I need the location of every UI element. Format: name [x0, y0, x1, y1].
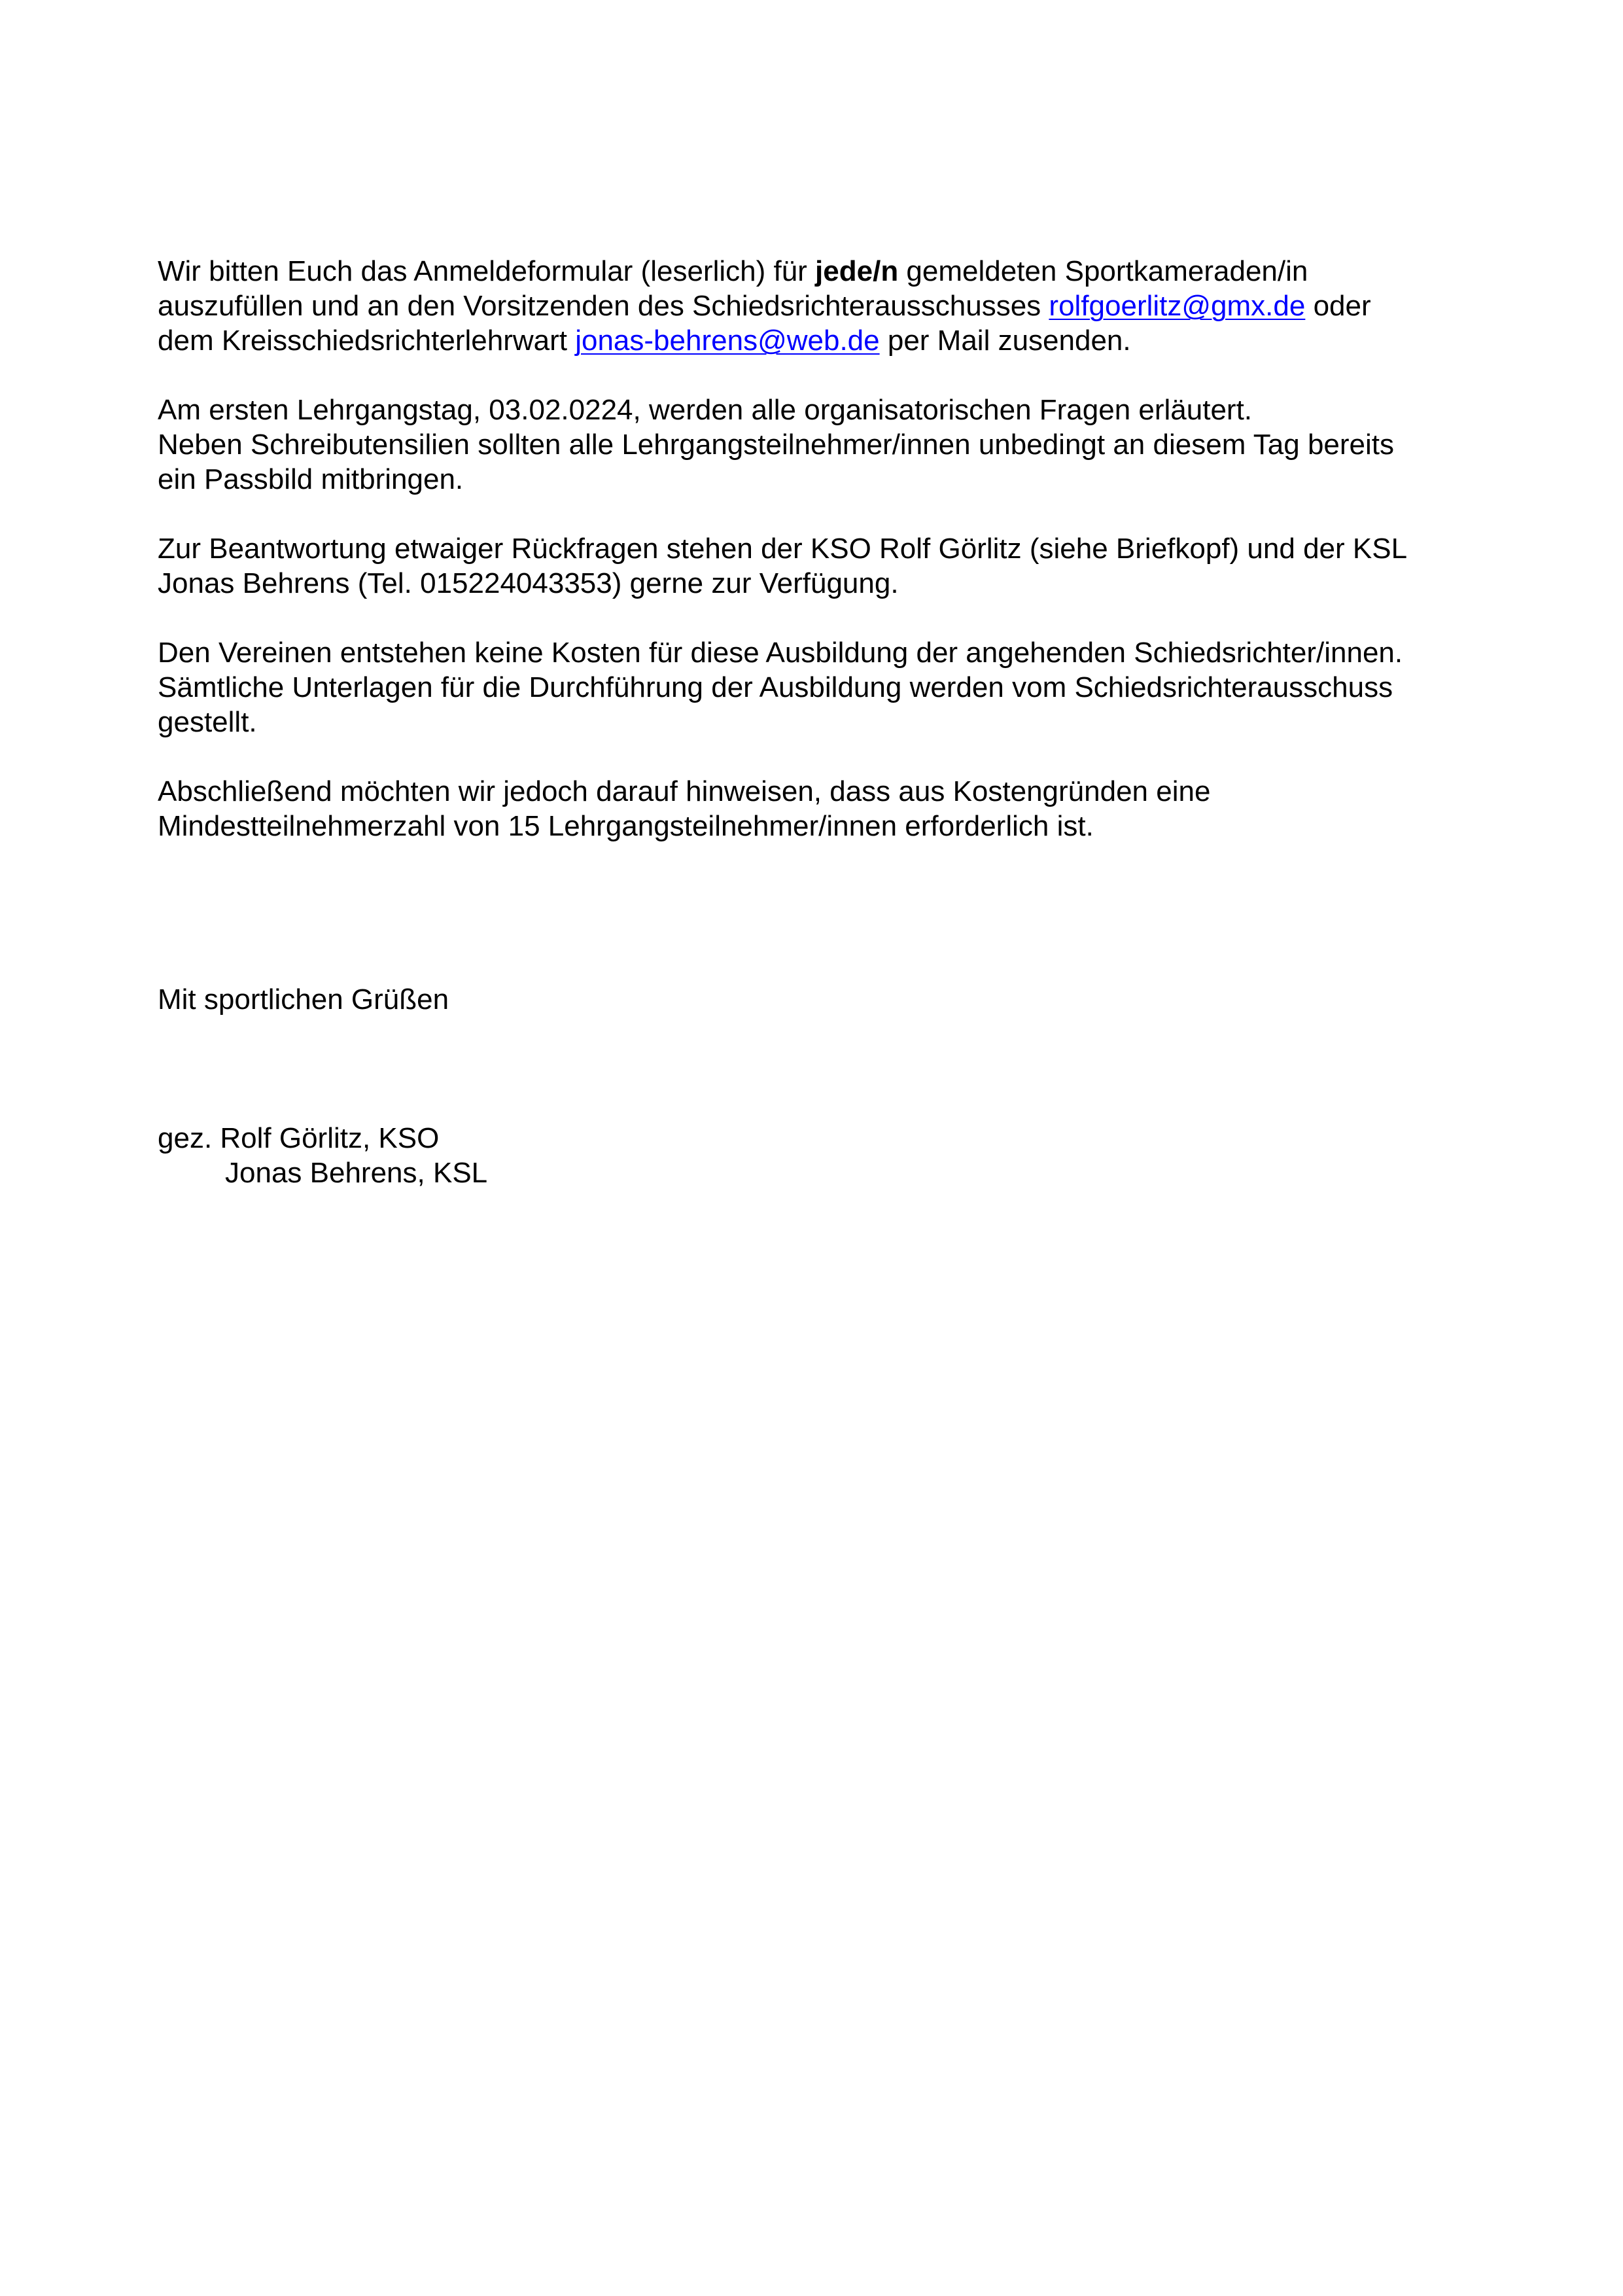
- paragraph-contact: [158, 531, 1492, 601]
- text-segment: auszufüllen und an den Vorsitzenden des Schiedsrichterausschusses: [158, 290, 1049, 322]
- text-segment: Wir bitten Euch das Anmeldeformular (leserlich) für: [158, 255, 816, 287]
- letter-body: [158, 254, 1492, 1225]
- paragraph-first-day: [158, 393, 1492, 497]
- closing-text: Mit sportlichen Grüßen: [158, 983, 449, 1016]
- paragraph-registration: [158, 254, 1492, 358]
- text-line: gestellt.: [158, 706, 257, 738]
- signature-line-kso: gez. Rolf Görlitz, KSO: [158, 1122, 440, 1154]
- text-segment: gemeldeten Sportkameraden/in: [898, 255, 1308, 287]
- text-segment: dem Kreisschiedsrichterlehrwart: [158, 325, 576, 357]
- signature-block: [158, 1121, 1492, 1190]
- text-line: [158, 254, 1492, 289]
- text-line: Jonas Behrens (Tel. 015224043353) gerne zur Verfügung.: [158, 567, 899, 599]
- text-line: Am ersten Lehrgangstag, 03.02.0224, werden alle organisatorischen Fragen erläutert.: [158, 394, 1253, 426]
- text-line: Neben Schreibutensilien sollten alle Lehrgangsteilnehmer/innen unbedingt an diesem Tag bereits: [158, 429, 1395, 461]
- text-line: [158, 289, 1492, 323]
- text-segment: per Mail zusenden.: [879, 325, 1131, 357]
- signature-line-ksl: Jonas Behrens, KSL: [225, 1157, 488, 1189]
- text-segment: oder: [1305, 290, 1371, 322]
- spacer: [158, 1017, 1492, 1121]
- emphasis-text: jede/n: [815, 255, 899, 287]
- closing-greeting: [158, 982, 1492, 1017]
- text-line: Den Vereinen entstehen keine Kosten für diese Ausbildung der angehenden Schiedsrichter/innen.: [158, 637, 1403, 669]
- text-line: ein Passbild mitbringen.: [158, 463, 464, 495]
- text-line: Sämtliche Unterlagen für die Durchführung der Ausbildung werden vom Schiedsrichterausschuss: [158, 671, 1393, 703]
- text-line: Mindestteilnehmerzahl von 15 Lehrgangsteilnehmer/innen erforderlich ist.: [158, 810, 1094, 842]
- text-line: Abschließend möchten wir jedoch darauf hinweisen, dass aus Kostengründen eine: [158, 775, 1211, 807]
- email-link-rolf[interactable]: rolfgoerlitz@gmx.de: [1049, 290, 1306, 322]
- paragraph-minimum-participants: [158, 774, 1492, 843]
- text-line: [158, 323, 1492, 358]
- paragraph-costs: [158, 635, 1492, 739]
- text-line: Zur Beantwortung etwaiger Rückfragen stehen der KSO Rolf Görlitz (siehe Briefkopf) und der KSL: [158, 533, 1408, 565]
- spacer: [158, 843, 1492, 982]
- email-link-jonas[interactable]: jonas-behrens@web.de: [575, 325, 880, 357]
